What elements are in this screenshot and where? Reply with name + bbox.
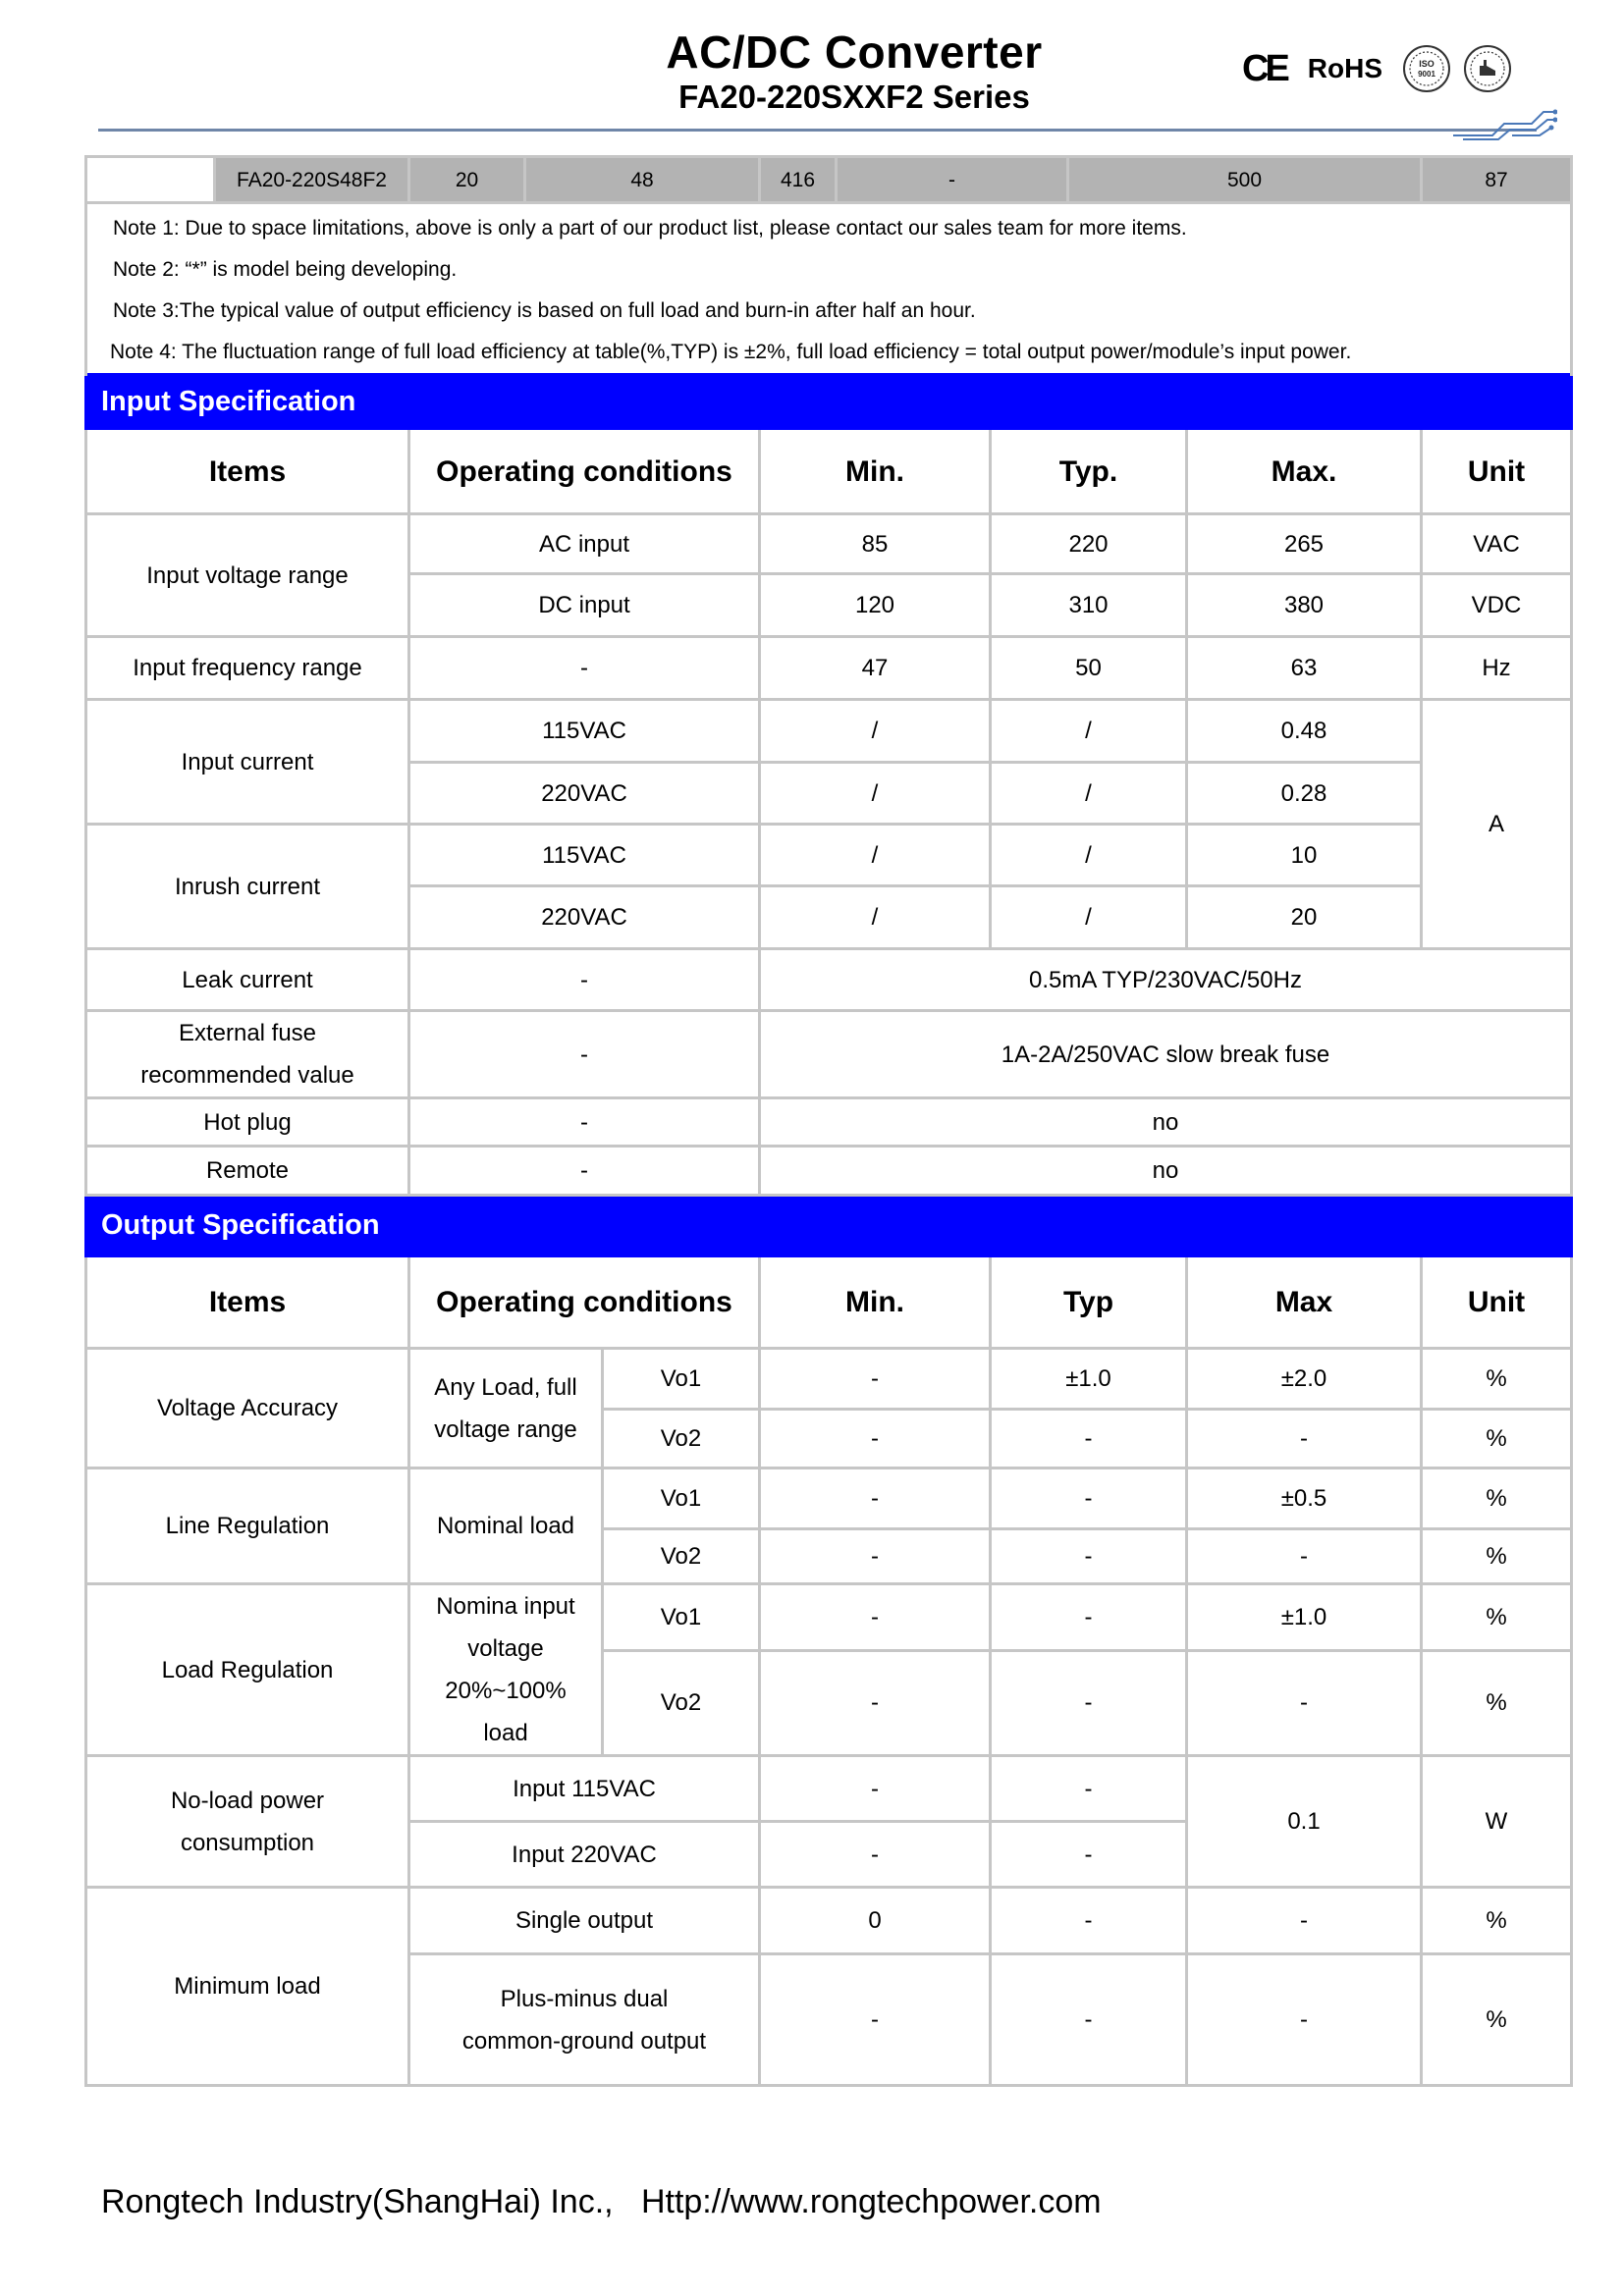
- table-row: [86, 949, 1572, 1011]
- table-cell: /: [991, 763, 1187, 825]
- table-row: [86, 825, 1572, 886]
- column-header: Unit: [1422, 1256, 1572, 1349]
- iso-seal-icon: [1402, 44, 1451, 93]
- table-cell: /: [991, 886, 1187, 949]
- column-header: Min.: [760, 1256, 991, 1349]
- condition-cell: Nomina input voltage 20%~100% load: [409, 1584, 603, 1756]
- table-cell: 220VAC: [409, 886, 760, 949]
- footer-url[interactable]: Http://www.rongtechpower.com: [640, 2183, 1102, 2220]
- row-label: Leak current: [86, 949, 409, 1011]
- table-cell: -: [991, 1584, 1187, 1651]
- table-cell: %: [1422, 1410, 1572, 1468]
- row-label: Remote: [86, 1147, 409, 1196]
- row-label: Input frequency range: [86, 637, 409, 700]
- rohs-mark: RoHS: [1307, 53, 1383, 83]
- table-cell: ±2.0: [1187, 1349, 1422, 1410]
- table-row: [86, 1011, 1572, 1098]
- output-spec-header-row: [86, 1256, 1572, 1349]
- table-cell: -: [409, 1147, 760, 1196]
- table-cell: /: [760, 700, 991, 763]
- document-subtitle: FA20-220SXXF2 Series: [678, 79, 1030, 115]
- table-cell: %: [1422, 1468, 1572, 1529]
- input-spec-table: [84, 512, 1573, 1350]
- table-row: [86, 1098, 1572, 1147]
- table-cell: 120: [760, 574, 991, 637]
- table-cell: -: [760, 1468, 991, 1529]
- table-cell: /: [991, 825, 1187, 886]
- table-cell: -: [760, 1529, 991, 1584]
- circuit-trace-icon: [1453, 106, 1557, 141]
- table-cell: Vo1: [603, 1468, 760, 1529]
- column-header: Min.: [760, 429, 991, 514]
- svg-text:ISO: ISO: [1419, 59, 1435, 69]
- column-header: Operating conditions: [409, 1256, 760, 1349]
- table-cell: 0.28: [1187, 763, 1422, 825]
- table-row: [86, 514, 1572, 574]
- table-cell: 220VAC: [409, 763, 760, 825]
- condition-cell: Nominal load: [409, 1468, 603, 1584]
- table-cell: /: [760, 763, 991, 825]
- table-cell: -: [1187, 1529, 1422, 1584]
- column-header: Items: [86, 429, 409, 514]
- table-cell: %: [1422, 1529, 1572, 1584]
- table-cell: 50: [991, 637, 1187, 700]
- table-cell: VDC: [1422, 574, 1572, 637]
- table-cell: 63: [1187, 637, 1422, 700]
- table-cell: -: [991, 1756, 1187, 1822]
- table-cell: %: [1422, 1584, 1572, 1651]
- table-cell: 1A-2A/250VAC slow break fuse: [760, 1011, 1572, 1098]
- table-cell: no: [760, 1147, 1572, 1196]
- table-cell: -: [1187, 1650, 1422, 1755]
- column-header: Unit: [1422, 429, 1572, 514]
- table-cell: -: [409, 1098, 760, 1147]
- table-cell: -: [991, 1468, 1187, 1529]
- table-cell: Vo1: [603, 1584, 760, 1651]
- ce-mark: CE: [1242, 47, 1286, 89]
- table-cell: W: [1422, 1756, 1572, 1888]
- table-cell: -: [1187, 1954, 1422, 2086]
- table-cell: -: [991, 1650, 1187, 1755]
- row-label: Hot plug: [86, 1098, 409, 1147]
- table-cell: 87: [1422, 157, 1572, 203]
- table-row: [86, 1349, 1572, 1410]
- table-cell: FA20-220S48F2: [215, 157, 409, 203]
- model-row: [86, 157, 1572, 203]
- table-cell: Vo1: [603, 1349, 760, 1410]
- table-row: [86, 1584, 1572, 1651]
- table-cell: 220: [991, 514, 1187, 574]
- table-cell: -: [760, 1954, 991, 2086]
- input-spec-section-title: Input Specification: [86, 375, 1572, 429]
- factory-seal-icon: [1463, 44, 1512, 93]
- column-header: Max: [1187, 1256, 1422, 1349]
- table-cell: /: [991, 700, 1187, 763]
- column-header: Operating conditions: [409, 429, 760, 514]
- table-cell: no: [760, 1098, 1572, 1147]
- certification-logos: [1242, 39, 1524, 98]
- table-cell: 416: [760, 157, 837, 203]
- table-cell: -: [760, 1584, 991, 1651]
- table-cell: %: [1422, 1650, 1572, 1755]
- table-cell: 265: [1187, 514, 1422, 574]
- table-cell: 0.48: [1187, 700, 1422, 763]
- output-spec-table: [84, 1347, 1573, 2087]
- footer: [101, 2183, 1102, 2221]
- table-cell: ±1.0: [1187, 1584, 1422, 1651]
- column-header: Items: [86, 1256, 409, 1349]
- table-cell: -: [991, 1954, 1187, 2086]
- table-cell: 0: [760, 1888, 991, 1954]
- output-spec-section-title: Output Specification: [86, 1196, 1572, 1256]
- table-cell: -: [409, 637, 760, 700]
- table-cell: 20: [409, 157, 525, 203]
- table-cell: 115VAC: [409, 700, 760, 763]
- table-cell: -: [760, 1756, 991, 1822]
- table-cell: ±0.5: [1187, 1468, 1422, 1529]
- table-cell: Hz: [1422, 637, 1572, 700]
- row-label: Inrush current: [86, 825, 409, 949]
- table-cell: 85: [760, 514, 991, 574]
- table-cell: [86, 157, 215, 203]
- table-cell: 115VAC: [409, 825, 760, 886]
- table-cell: VAC: [1422, 514, 1572, 574]
- condition-cell: Single output: [409, 1888, 760, 1954]
- table-row: [86, 1468, 1572, 1529]
- row-label: No-load power consumption: [86, 1756, 409, 1888]
- table-cell: /: [760, 825, 991, 886]
- condition-cell: Plus-minus dual common-ground output: [409, 1954, 760, 2086]
- table-cell: DC input: [409, 574, 760, 637]
- table-cell: -: [991, 1529, 1187, 1584]
- table-cell: 20: [1187, 886, 1422, 949]
- table-cell: 0.5mA TYP/230VAC/50Hz: [760, 949, 1572, 1011]
- table-cell: 47: [760, 637, 991, 700]
- table-cell: -: [1187, 1410, 1422, 1468]
- table-cell: -: [1187, 1888, 1422, 1954]
- table-cell: -: [760, 1822, 991, 1888]
- table-cell: -: [760, 1349, 991, 1410]
- row-label: Line Regulation: [86, 1468, 409, 1584]
- svg-text:9001: 9001: [1418, 70, 1435, 79]
- table-cell: 380: [1187, 574, 1422, 637]
- table-cell: Vo2: [603, 1650, 760, 1755]
- table-row: [86, 1147, 1572, 1196]
- note-1: Note 1: Due to space limitations, above is only a part of our product list, please contact our sales team for more items. Note 2: “*” is model being developing. Note 3:The typical value of output efficiency is based on full load and burn-in after half an hour. Note 4: The fluctuation range of full load efficiency at table(%,TYP) is ±2%, full load efficiency = total output power/module’s input power.: [86, 203, 1572, 375]
- table-cell: ±1.0: [991, 1349, 1187, 1410]
- table-cell: A: [1422, 700, 1572, 949]
- table-row: [86, 1756, 1572, 1822]
- table-cell: -: [991, 1888, 1187, 1954]
- condition-cell: Input 115VAC: [409, 1756, 760, 1822]
- document-title: AC/DC Converter: [666, 27, 1043, 78]
- input-spec-header-row: [86, 429, 1572, 514]
- table-cell: -: [760, 1410, 991, 1468]
- row-label: Load Regulation: [86, 1584, 409, 1756]
- table-cell: Vo2: [603, 1529, 760, 1584]
- spec-table: [84, 155, 1573, 515]
- table-row: [86, 700, 1572, 763]
- table-cell: -: [991, 1822, 1187, 1888]
- condition-cell: Input 220VAC: [409, 1822, 760, 1888]
- column-header: Max.: [1187, 429, 1422, 514]
- table-cell: 500: [1068, 157, 1422, 203]
- row-label: Input current: [86, 700, 409, 825]
- table-row: [86, 1888, 1572, 1954]
- footer-company: Rongtech Industry(ShangHai) Inc.,: [101, 2183, 614, 2220]
- table-cell: 310: [991, 574, 1187, 637]
- table-cell: -: [760, 1650, 991, 1755]
- table-cell: 48: [525, 157, 760, 203]
- header-rule: [98, 129, 1537, 132]
- condition-cell: Any Load, full voltage range: [409, 1349, 603, 1468]
- table-cell: -: [837, 157, 1068, 203]
- row-label: External fuse recommended value: [86, 1011, 409, 1098]
- table-cell: %: [1422, 1349, 1572, 1410]
- row-label: Voltage Accuracy: [86, 1349, 409, 1468]
- table-row: [86, 637, 1572, 700]
- column-header: Typ.: [991, 429, 1187, 514]
- table-cell: -: [991, 1410, 1187, 1468]
- table-cell: /: [760, 886, 991, 949]
- table-cell: 10: [1187, 825, 1422, 886]
- table-cell: %: [1422, 1954, 1572, 2086]
- table-cell: -: [409, 949, 760, 1011]
- column-header: Typ: [991, 1256, 1187, 1349]
- table-cell: AC input: [409, 514, 760, 574]
- table-cell: Vo2: [603, 1410, 760, 1468]
- table-cell: 0.1: [1187, 1756, 1422, 1888]
- table-cell: %: [1422, 1888, 1572, 1954]
- table-cell: -: [409, 1011, 760, 1098]
- row-label: Minimum load: [86, 1888, 409, 2086]
- row-label: Input voltage range: [86, 514, 409, 637]
